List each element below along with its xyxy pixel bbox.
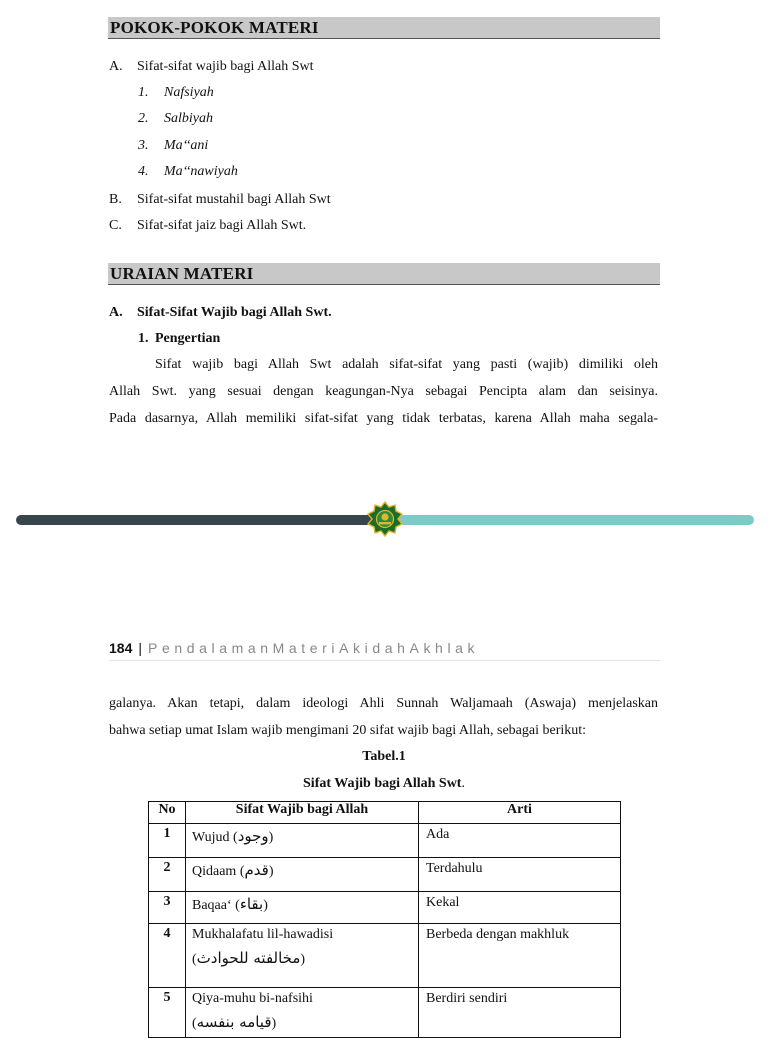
section-marker: A. xyxy=(109,305,123,320)
list-item-1 xyxy=(138,85,214,101)
list-item-2 xyxy=(138,111,213,127)
list-item-c xyxy=(109,218,307,234)
sifat-arabic: قدم xyxy=(244,861,269,879)
footer-rule xyxy=(109,660,660,661)
sifat-meaning: Berdiri sendiri xyxy=(419,988,621,1038)
sifat-arabic: بقاء xyxy=(239,895,264,913)
sifat-latin: Baqaa‘ ( xyxy=(192,898,240,913)
table-row xyxy=(149,924,621,988)
sifat-name: Qiya-muhu bi-nafsihi (قيامه بنفسه) xyxy=(186,988,419,1038)
row-number: 4 xyxy=(149,924,186,988)
sifat-meaning: Kekal xyxy=(419,892,621,924)
subsection-title: Pengertian xyxy=(155,331,221,346)
paragraph-line: Allah Swt. yang sesuai dengan keagungan-Nya sebagai Pencipta alam dan seisinya. xyxy=(109,384,658,399)
list-item-3 xyxy=(138,138,209,154)
list-marker: 4. xyxy=(138,164,149,179)
list-item-a xyxy=(109,59,314,75)
col-header-arti: Arti xyxy=(419,802,621,824)
table-label: Tabel.1 xyxy=(362,749,406,764)
row-number: 5 xyxy=(149,988,186,1038)
pokok-materi-heading: POKOK-POKOK MATERI xyxy=(108,17,660,39)
list-item-4 xyxy=(138,164,238,180)
sifat-paren: ) xyxy=(263,898,268,913)
paragraph-line: galanya. Akan tetapi, dalam ideologi Ahli Sunnah Waljamaah (Aswaja) menjelaskan xyxy=(109,696,658,711)
list-item-text: Ma‘‘ani xyxy=(164,138,209,153)
page-divider-left xyxy=(16,515,382,525)
row-number: 3 xyxy=(149,892,186,924)
list-marker: 3. xyxy=(138,138,149,153)
table-row xyxy=(149,824,621,858)
table-header-row xyxy=(149,802,621,824)
sifat-paren: ) xyxy=(268,830,274,845)
sifat-latin: Qidaam ( xyxy=(192,864,245,879)
footer-separator: | xyxy=(138,640,142,656)
section-title: Sifat-Sifat Wajib bagi Allah Swt. xyxy=(137,305,332,320)
list-marker: B. xyxy=(109,192,122,207)
list-item-text: Nafsiyah xyxy=(164,85,214,100)
sifat-latin: Qiya-muhu bi-nafsihi xyxy=(192,991,313,1006)
paragraph-line: bahwa setiap umat Islam wajib mengimani 20 sifat wajib bagi Allah, sebagai berikut: xyxy=(109,723,587,738)
page-divider-right xyxy=(390,515,754,525)
sifat-latin: Wujud ( xyxy=(192,830,238,845)
table-row xyxy=(149,858,621,892)
list-item-text: Salbiyah xyxy=(164,111,213,126)
table-caption-text: Sifat Wajib bagi Allah Swt xyxy=(303,776,462,791)
subsection-heading xyxy=(138,331,221,347)
section-heading xyxy=(109,305,332,321)
sifat-wajib-table xyxy=(148,801,621,1038)
sifat-name: Mukhalafatu lil-hawadisi (مخالفته للحوادث) xyxy=(186,924,419,988)
sifat-name xyxy=(186,824,419,858)
sifat-meaning: Ada xyxy=(419,824,621,858)
page-number: 184 xyxy=(109,640,133,656)
list-marker: C. xyxy=(109,218,122,233)
sifat-name xyxy=(186,892,419,924)
uraian-materi-heading: URAIAN MATERI xyxy=(108,263,660,285)
list-item-b xyxy=(109,192,331,208)
page-footer xyxy=(109,640,479,656)
col-header-no: No xyxy=(149,802,186,824)
row-number: 1 xyxy=(149,824,186,858)
book-title: PendalamanMateriAkidahAkhlak xyxy=(148,640,480,656)
list-item-text: Sifat-sifat mustahil bagi Allah Swt xyxy=(137,192,331,207)
sifat-name xyxy=(186,858,419,892)
sifat-arabic: مخالفته للحوادث xyxy=(196,949,301,967)
sifat-arabic: وجود xyxy=(237,827,269,845)
ministry-emblem-icon xyxy=(367,501,403,537)
table-caption xyxy=(0,776,768,792)
list-item-text: Sifat-sifat wajib bagi Allah Swt xyxy=(137,59,314,74)
list-marker: 1. xyxy=(138,85,149,100)
col-header-sifat: Sifat Wajib bagi Allah xyxy=(186,802,419,824)
list-item-text: Sifat-sifat jaiz bagi Allah Swt. xyxy=(137,218,307,233)
sifat-latin: Mukhalafatu lil-hawadisi xyxy=(192,927,334,942)
sifat-meaning: Berbeda dengan makhluk xyxy=(419,924,621,988)
paragraph-line: Pada dasarnya, Allah memiliki sifat-sifat yang tidak terbatas, karena Allah maha segala- xyxy=(109,411,658,426)
subsection-marker: 1. xyxy=(138,331,149,346)
paragraph-line: Sifat wajib bagi Allah Swt adalah sifat-sifat yang pasti (wajib) dimiliki oleh xyxy=(155,357,658,372)
table-row xyxy=(149,988,621,1038)
sifat-paren: ) xyxy=(268,864,274,879)
table-caption-end: . xyxy=(461,776,465,791)
sifat-arabic: قيامه بنفسه xyxy=(196,1013,272,1031)
sifat-meaning: Terdahulu xyxy=(419,858,621,892)
table-row xyxy=(149,892,621,924)
row-number: 2 xyxy=(149,858,186,892)
list-marker: 2. xyxy=(138,111,149,126)
list-marker: A. xyxy=(109,59,123,74)
list-item-text: Ma‘‘nawiyah xyxy=(164,164,238,179)
